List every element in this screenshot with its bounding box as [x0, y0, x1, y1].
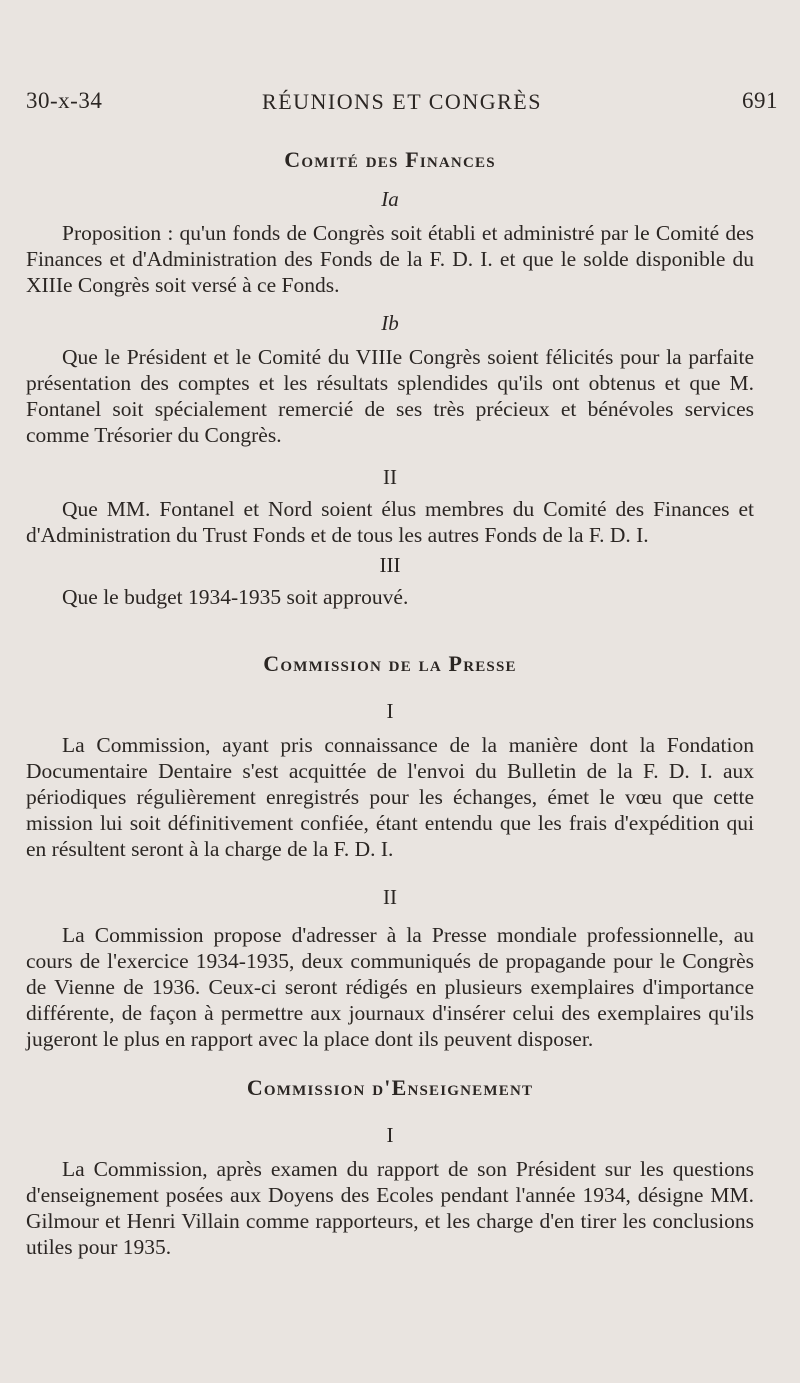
- section-presse: [26, 644, 754, 1052]
- paragraph: Proposition : qu'un fonds de Congrès soit établi et administré par le Comité des Finances et d'Administration des Fonds de la F. D. I. et que le solde disponible du XIIIe Congrès soit versé à ce Fonds.: [26, 221, 754, 297]
- header-date: 30-x-34: [26, 88, 103, 113]
- item-number: I: [386, 1123, 394, 1147]
- running-header: [26, 88, 778, 118]
- section-title: Commission de la Presse: [263, 651, 517, 676]
- item-number: III: [379, 553, 401, 577]
- page-content: [26, 140, 754, 1260]
- item-number: I: [386, 699, 394, 723]
- paragraph: La Commission, ayant pris connaissance de la manière dont la Fondation Documentaire Dentaire s'est acquittée de l'envoi du Bulletin de la F. D. I. aux périodiques régulièrement enregistrés pour les échanges, émet le vœu que cette mission lui soit définitivement confiée, étant entendu que les frais d'expédition qui en résultent seront à la charge de la F. D. I.: [26, 733, 754, 861]
- page-number: 691: [742, 88, 778, 113]
- item-number: II: [383, 885, 397, 909]
- section-title: Commission d'Enseignement: [246, 1075, 534, 1100]
- header-title: RÉUNIONS ET CONGRÈS: [262, 89, 542, 114]
- section-enseignement: [26, 1068, 754, 1260]
- paragraph: Que le Président et le Comité du VIIIe Congrès soient félicités pour la parfaite présentation des comptes et les résultats splendides qu'ils ont obtenus et que M. Fontanel soit spécialement remercié de ses très précieux et bénévoles services comme Trésorier du Congrès.: [26, 345, 754, 447]
- item-number: Ib: [381, 311, 399, 335]
- paragraph: Que MM. Fontanel et Nord soient élus membres du Comité des Finances et d'Administration du Trust Fonds et de tous les autres Fonds de la F. D. I.: [26, 497, 754, 547]
- section-finances: [26, 140, 754, 610]
- paragraph: La Commission, après examen du rapport de son Président sur les questions d'enseignement posées aux Doyens des Ecoles pendant l'année 1934, désigne MM. Gilmour et Henri Villain comme rapporteurs, et les charge d'en tirer les conclusions utiles pour 1935.: [26, 1157, 754, 1259]
- item-number: II: [383, 465, 397, 489]
- paragraph: Que le budget 1934-1935 soit approuvé.: [62, 585, 409, 609]
- item-number: Ia: [381, 187, 399, 211]
- paragraph: La Commission propose d'adresser à la Presse mondiale professionnelle, au cours de l'exercice 1934-1935, deux communiqués de propagande pour le Congrès de Vienne de 1936. Ceux-ci seront rédigés en plusieurs exemplaires d'importance différente, de façon à permettre aux journaux d'insérer celui des exemplaires qu'ils jugeront le plus en rapport avec la place dont ils peuvent disposer.: [26, 923, 754, 1051]
- section-title: Comité des Finances: [284, 147, 496, 172]
